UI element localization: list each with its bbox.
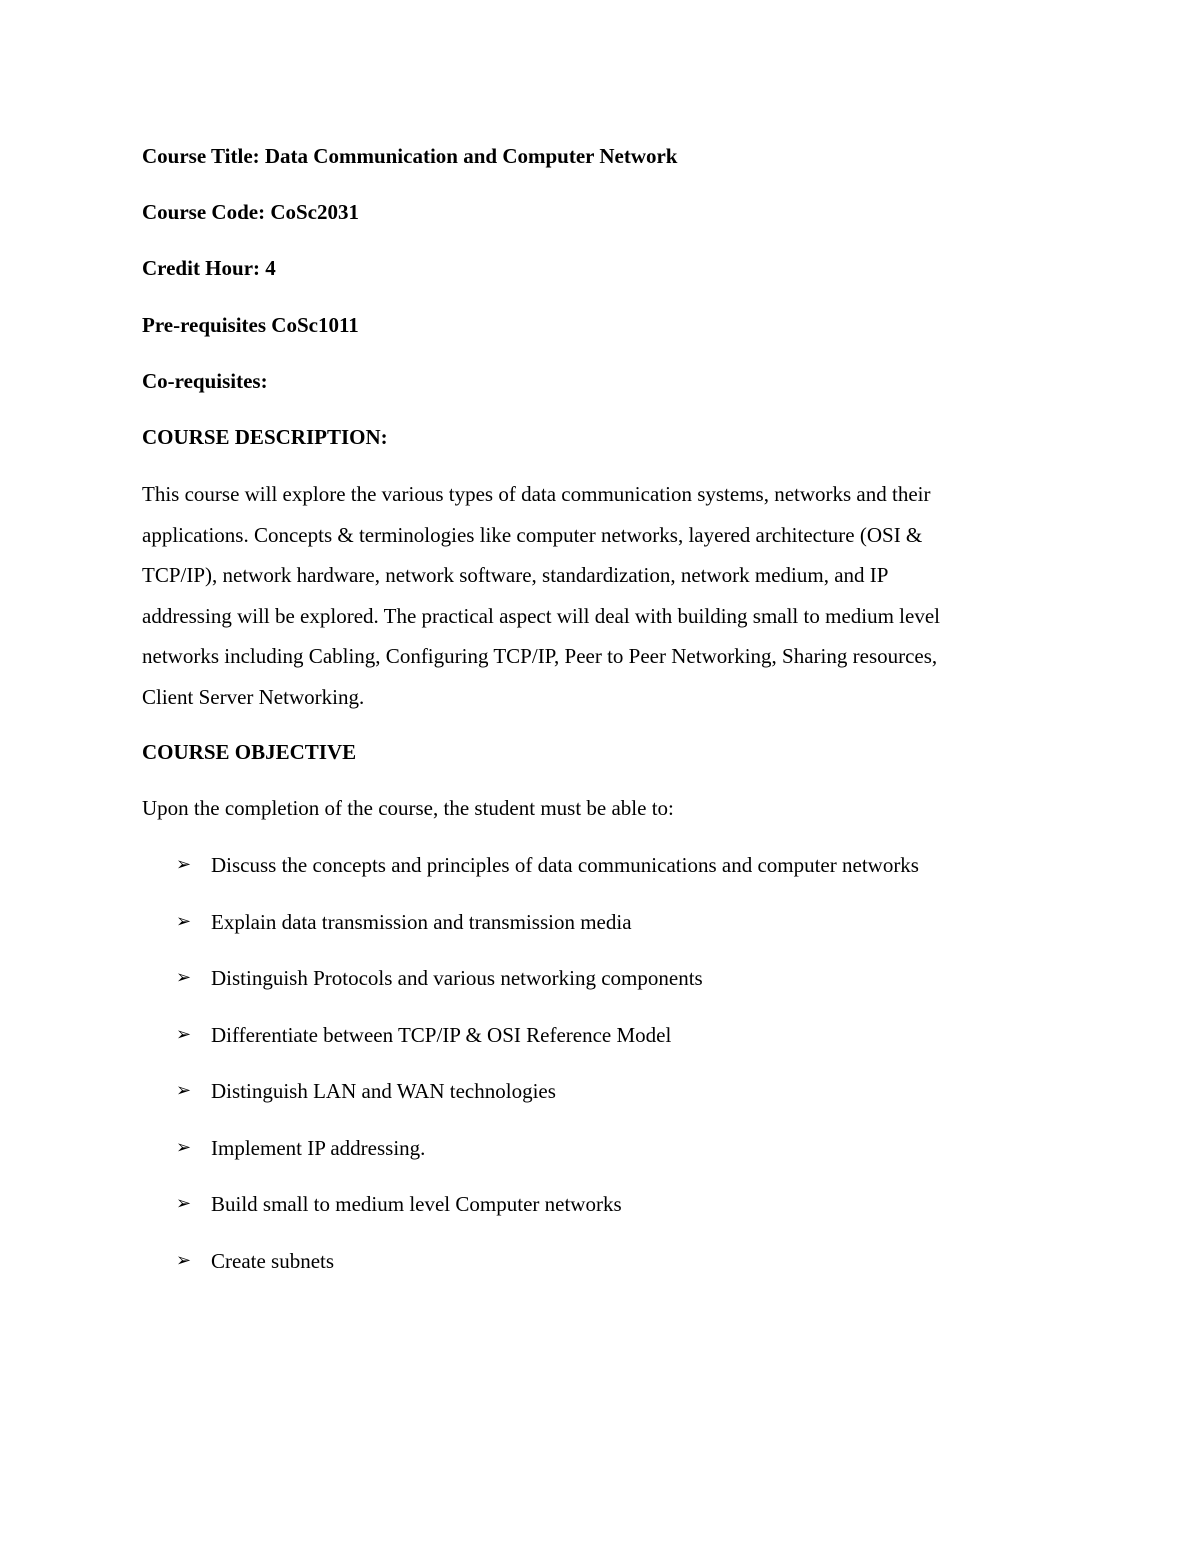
objective-list (176, 851, 919, 1303)
objective-text: Discuss the concepts and principles of data communications and computer networks (211, 853, 919, 877)
description-line: Client Server Networking. (142, 684, 365, 709)
course-objective-heading: COURSE OBJECTIVE (142, 740, 357, 764)
arrowhead-bullet-icon: ➢ (176, 1080, 192, 1101)
objective-item (176, 1134, 919, 1191)
objective-text: Explain data transmission and transmission media (211, 909, 632, 934)
course-description-paragraph (142, 479, 1042, 723)
objective-item (176, 851, 919, 908)
arrowhead-bullet-icon: ➢ (176, 854, 192, 875)
prerequisites: Pre-requisites CoSc1011 (142, 313, 359, 337)
objective-text: Create subnets (211, 1248, 335, 1273)
corequisites: Co-requisites: (142, 369, 268, 393)
objective-text: Build small to medium level Computer networks (211, 1192, 622, 1216)
description-line: networks including Cabling, Configuring TCP/IP, Peer to Peer Networking, Sharing resources, (142, 644, 938, 669)
arrowhead-bullet-icon: ➢ (176, 1136, 192, 1158)
arrowhead-bullet-icon: ➢ (176, 1193, 192, 1214)
objective-text: Distinguish Protocols and various networking components (211, 966, 703, 990)
objective-item (176, 1190, 919, 1247)
objective-text: Differentiate between TCP/IP & OSI Reference Model (211, 1022, 672, 1047)
objective-item (176, 1077, 919, 1134)
description-line: addressing will be explored. The practical aspect will deal with building small to medium level (142, 603, 940, 628)
objective-item (176, 908, 919, 965)
objective-text: Distinguish LAN and WAN technologies (211, 1079, 556, 1103)
course-title: Course Title: Data Communication and Computer Network (142, 144, 678, 168)
objective-item (176, 1247, 919, 1304)
description-line: TCP/IP), network hardware, network software, standardization, network medium, and IP (142, 563, 889, 588)
course-code: Course Code: CoSc2031 (142, 200, 359, 224)
description-line: This course will explore the various types of data communication systems, networks and their (142, 482, 931, 506)
arrowhead-bullet-icon: ➢ (176, 1249, 192, 1271)
arrowhead-bullet-icon: ➢ (176, 1023, 192, 1045)
objective-item (176, 964, 919, 1021)
objective-text: Implement IP addressing. (211, 1135, 426, 1160)
description-line: applications. Concepts & terminologies like computer networks, layered architecture (OSI & (142, 522, 923, 547)
arrowhead-bullet-icon: ➢ (176, 967, 192, 988)
arrowhead-bullet-icon: ➢ (176, 910, 192, 932)
objective-item (176, 1021, 919, 1078)
course-description-heading: COURSE DESCRIPTION: (142, 425, 388, 449)
objective-intro: Upon the completion of the course, the student must be able to: (142, 796, 674, 820)
credit-hour: Credit Hour: 4 (142, 256, 276, 280)
